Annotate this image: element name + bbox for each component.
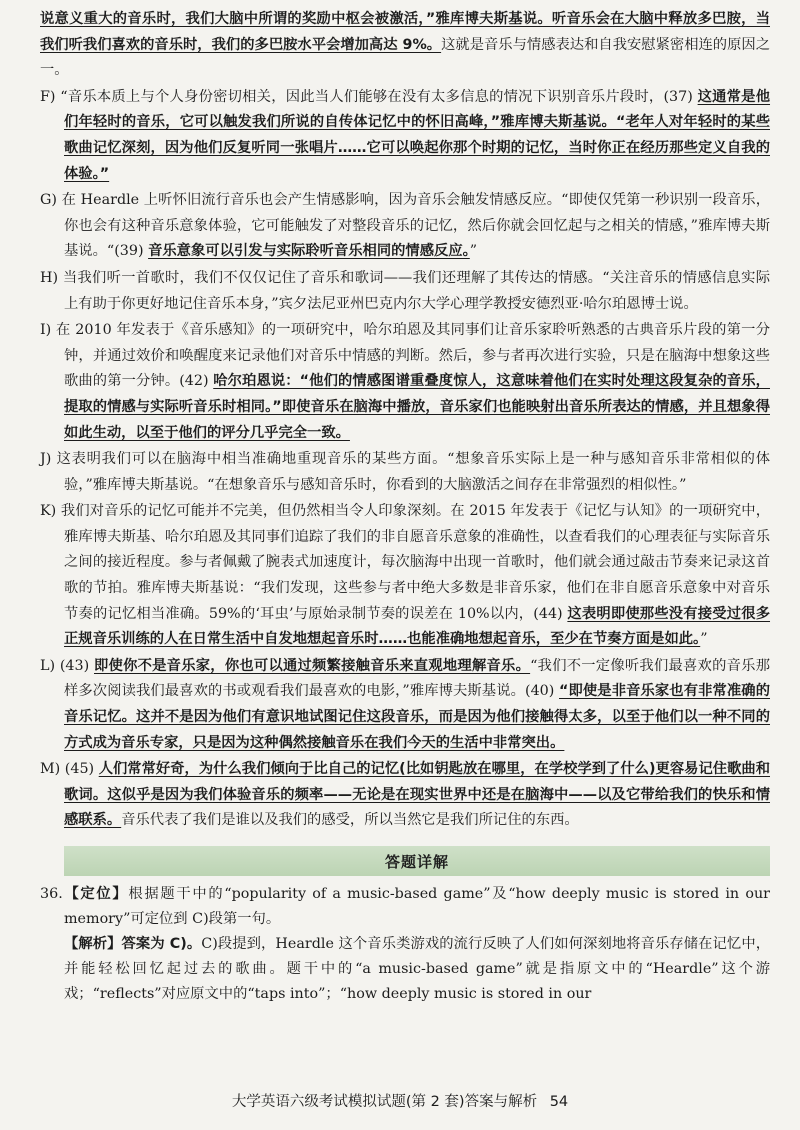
footer-title: 大学英语六级考试模拟试题(第 2 套)答案与解析 (231, 1094, 538, 1110)
paragraph-text: ” (469, 243, 478, 260)
answer-block (40, 882, 770, 1007)
paragraph-m (40, 757, 770, 834)
paragraph-text: H) 当我们听一首歌时，我们不仅仅记住了音乐和歌词——我们还理解了其传达的情感。“关注音乐的情感信息实际上有助于你更好地记住音乐本身，”宾夕法尼亚州巴克内尔大学心理学教授安德烈亚·哈尔珀恩博士说。 (40, 269, 770, 312)
page-number: 54 (549, 1094, 569, 1110)
paragraph-i (40, 318, 770, 446)
key-sentence: “即使是非音乐家也有非常准确的音乐记忆。这并不是因为他们有意识地试图记住这段音乐，而是因为他们接触得太多，以至于他们以一种不同的方式成为音乐专家，只是因为这种偶然接触音乐在我们今天的生活中非常突出。 (64, 683, 770, 751)
analysis-text: C)段提到，Heardle 这个音乐类游戏的流行反映了人们如何深刻地将音乐存储在记忆中，并能轻松回忆起过去的歌曲。题干中的“a music-based game”就是指原文中的“Heardle”这个游戏；“reflects”对应原文中的“taps into”；“how deeply music is stored in our (64, 936, 771, 1002)
paragraph-text: 音乐代表了我们是谁以及我们的感受，所以当然它是我们所记住的东西。 (121, 812, 579, 829)
locate-text: 根据题干中的“popularity of a music-based game”及“how deeply music is stored in our memory”可定位到 C)段第一句。 (64, 886, 771, 927)
paragraph-j (40, 447, 770, 498)
analysis-answer: 答案为 C)。 (121, 936, 202, 952)
paragraph-text: 这就是音乐与情感表达和自我安慰紧密相连的原因之一。 (40, 36, 771, 79)
paragraph-text: “我们不一定像听我们最喜欢的音乐那样多次阅读我们最喜欢的书或观看我们最喜欢的电影，”雅库博夫斯基说。(40) (64, 657, 771, 700)
paragraph-l (40, 654, 770, 756)
paragraph-text: G) 在 Heardle 上听怀旧流行音乐也会产生情感影响，因为音乐会触发情感反应。“即使仅凭第一秒识别一段音乐，你也会有这种音乐意象体验，它可能触发了对整段音乐的记忆，然后你就会回忆起与之相关的情感，”雅库博夫斯基说。“(39) (40, 192, 770, 260)
question-number: 36. (40, 886, 63, 902)
paragraph-top (40, 7, 770, 84)
key-sentence: 这通常是他们年轻时的音乐，它可以触发我们所说的自传体记忆中的怀旧高峰，”雅库博夫斯基说。“老年人对年轻时的某些歌曲记忆深刻，因为他们反复听同一张唱片……它可以唤起你那个时期的记忆，当时你正在经历那些定义自我的体验。” (64, 88, 771, 182)
analysis-tag: 【解析】 (64, 936, 122, 952)
paragraph-text: I) 在 2010 年发表于《音乐感知》的一项研究中，哈尔珀恩及其同事们让音乐家聆听熟悉的古典音乐片段的第一分钟，并通过效价和唤醒度来记录他们对音乐中情感的判断。然后，参与者再次进行实验，只是在脑海中想象这些歌曲的第一分钟。(42) (40, 322, 770, 390)
answer-locate-line (40, 882, 770, 932)
paragraph-text: J) 这表明我们可以在脑海中相当准确地重现音乐的某些方面。“想象音乐实际上是一种与感知音乐非常相似的体验，”雅库博夫斯基说。“在想象音乐与感知音乐时，你看到的大脑激活之间存在非常强烈的相似性。” (40, 451, 770, 493)
paragraph-h (40, 266, 770, 317)
article-body (40, 6, 770, 1007)
key-sentence: 人们常常好奇，为什么我们倾向于比自己的记忆(比如钥匙放在哪里，在学校学到了什么)更容易记住歌曲和歌词。这似乎是因为我们体验音乐的频率——无论是在现实世界中还是在脑海中——以及它带给我们的快乐和情感联系。 (64, 761, 770, 829)
paragraph-f (40, 85, 770, 187)
paragraph-k (40, 499, 770, 653)
key-sentence: 即使你不是音乐家，你也可以通过频繁接触音乐来直观地理解音乐。 (94, 657, 531, 674)
paragraph-text: F) “音乐本质上与个人身份密切相关，因此当人们能够在没有太多信息的情况下识别音乐片段时，(37) (40, 88, 698, 105)
answer-analysis-line (40, 932, 770, 1007)
paragraph-g (40, 188, 770, 265)
key-sentence: 说意义重大的音乐时，我们大脑中所谓的奖励中枢会被激活，”雅库博夫斯基说。听音乐会在大脑中释放多巴胺，当我们听我们喜欢的音乐时，我们的多巴胺水平会增加高达 9%。 (40, 11, 770, 53)
page-footer (0, 1090, 800, 1111)
paragraph-text: L) (43) (40, 657, 94, 674)
locate-tag: 【定位】 (62, 886, 129, 902)
section-title: 答题详解 (384, 852, 449, 871)
paragraph-text: M) (45) (40, 761, 99, 778)
key-sentence: 哈尔珀恩说：“他们的情感图谱重叠度惊人，这意味着他们在实时处理这段复杂的音乐，提取的情感与实际听音乐时相同。”即使音乐在脑海中播放，音乐家们也能映射出音乐所表达的情感，并且想象得如此生动，以至于他们的评分几乎完全一致。 (64, 373, 770, 441)
paragraph-text: K) 我们对音乐的记忆可能并不完美，但仍然相当令人印象深刻。在 2015 年发表于《记忆与认知》的一项研究中，雅库博夫斯基、哈尔珀恩及其同事们追踪了我们的非自愿音乐意象的准确性，以查看我们的心理表征与实际音乐之间的接近程度。参与者佩戴了腕表式加速度计，每次脑海中出现一首歌时，他们就会通过敲击节奏来记录这首歌的节拍。雅库博夫斯基说：“我们发现，这些参与者中绝大多数是非音乐家，他们在非自愿音乐意象中对音乐节奏的记忆相当准确。59%的‘耳虫’与原始录制节奏的误差在 10%以内，(44) (40, 503, 770, 622)
key-sentence: 这表明即使那些没有接受过很多正规音乐训练的人在日常生活中自发地想起音乐时……也能准确地想起音乐，至少在节奏方面是如此。 (64, 605, 771, 648)
paragraph-text: ” (700, 631, 708, 648)
key-sentence: 音乐意象可以引发与实际聆听音乐相同的情感反应。 (148, 243, 470, 260)
section-banner (64, 846, 770, 876)
